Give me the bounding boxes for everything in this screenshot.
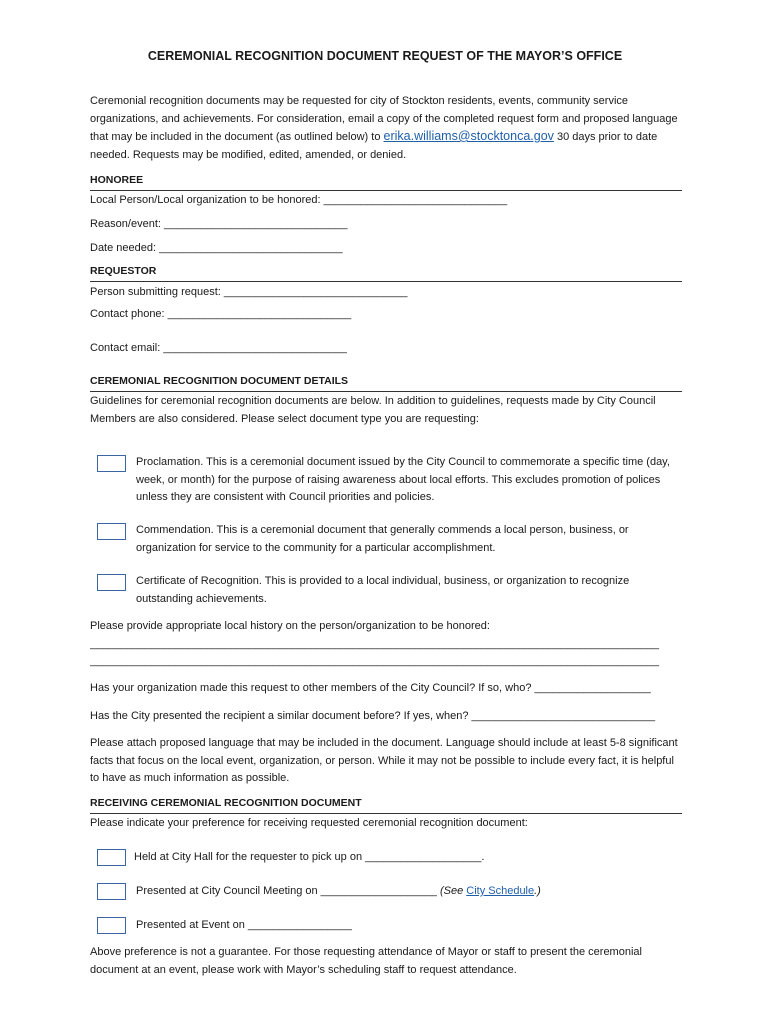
requestor-phone-field[interactable]: Contact phone: ______________________________ — [90, 308, 352, 320]
history-label: Please provide appropriate local history on the person/organization to be honored: — [90, 620, 490, 632]
attach-language-note: Please attach proposed language that may be included in the document. Language should include at least 5-8 significant facts that focus on the local event, organization, or person. While it may not be possible to include every fact, it is helpful to have as much information as possible. — [90, 737, 678, 784]
see-text-end: .) — [534, 885, 541, 897]
certificate-checkbox[interactable] — [97, 574, 126, 591]
proclamation-option-text: Proclamation. This is a ceremonial document issued by the City Council to commemorate a specific time (day, week, or month) for the purpose of raising awareness about local efforts. This excludes promotion of polices unless they are consistent with Council priorities and policies. — [136, 456, 670, 503]
council-meeting-checkbox[interactable] — [97, 883, 126, 900]
section-divider — [90, 813, 682, 814]
commendation-checkbox[interactable] — [97, 523, 126, 540]
section-heading-honoree: HONOREE — [90, 174, 144, 186]
pickup-checkbox[interactable] — [97, 849, 126, 866]
contact-email-link[interactable]: erika.williams@stocktonca.gov — [383, 129, 554, 143]
council-meeting-option — [136, 883, 541, 900]
proclamation-checkbox[interactable] — [97, 455, 126, 472]
pickup-option-text: Held at City Hall for the requester to pick up on ___________________. — [134, 851, 485, 863]
commendation-option-text: Commendation. This is a ceremonial document that generally commends a local person, business, or organization for service to the community for a particular accomplishment. — [136, 524, 629, 554]
city-schedule-link[interactable]: City Schedule — [466, 885, 535, 897]
intro-text-end: 30 days prior to date needed. Requests may be modified, edited, amended, or denied. — [90, 131, 658, 161]
council-meeting-option-text: Presented at City Council Meeting on ___________________ — [136, 885, 440, 897]
history-input-line-1[interactable]: _____________________________________________________________________________________________ — [90, 638, 659, 650]
see-text: (See — [439, 885, 467, 897]
receiving-instruction: Please indicate your preference for receiving requested ceremonial recognition document: — [90, 817, 528, 829]
page-title: CEREMONIAL RECOGNITION DOCUMENT REQUEST OF THE MAYOR’S OFFICE — [147, 49, 623, 63]
section-heading-requestor: REQUESTOR — [90, 265, 157, 277]
event-checkbox[interactable] — [97, 917, 126, 934]
section-heading-details: CEREMONIAL RECOGNITION DOCUMENT DETAILS — [90, 375, 349, 387]
honoree-reason-field[interactable]: Reason/event: ______________________________ — [90, 218, 348, 230]
history-input-line-2[interactable]: _____________________________________________________________________________________________ — [90, 655, 659, 667]
intro-paragraph — [90, 93, 690, 164]
footer-note: Above preference is not a guarantee. For those requesting attendance of Mayor or staff to present the ceremonial document at an event, please work with Mayor’s scheduling staff to request attendance. — [90, 946, 642, 976]
section-heading-receiving: RECEIVING CEREMONIAL RECOGNITION DOCUMENT — [90, 797, 362, 809]
section-divider — [90, 281, 682, 282]
honoree-person-field[interactable]: Local Person/Local organization to be honored: ______________________________ — [90, 194, 508, 206]
council-request-question[interactable]: Has your organization made this request to other members of the City Council? If so, who? ___________________ — [90, 682, 651, 694]
guidelines-text: Guidelines for ceremonial recognition documents are below. In addition to guidelines, requests made by City Council Members are also considered. Please select document type you are requesting: — [90, 395, 656, 425]
honoree-date-field[interactable]: Date needed: ______________________________ — [90, 242, 343, 254]
certificate-option-text: Certificate of Recognition. This is provided to a local individual, business, or organization to recognize outstanding achievements. — [136, 575, 630, 605]
requestor-person-field[interactable]: Person submitting request: ______________________________ — [90, 286, 408, 298]
section-divider — [90, 391, 682, 392]
requestor-email-field[interactable]: Contact email: ______________________________ — [90, 342, 347, 354]
section-divider — [90, 190, 682, 191]
event-option-text: Presented at Event on _________________ — [136, 919, 352, 931]
intro-text: Ceremonial recognition documents may be requested for city of Stockton residents, events, community service organizations, and achievements. For consideration, email a copy of the completed request form and proposed language that may be included in the document (as outlined below) to — [90, 95, 678, 143]
previous-document-question[interactable]: Has the City presented the recipient a similar document before? If yes, when? ______________________________ — [90, 710, 656, 722]
